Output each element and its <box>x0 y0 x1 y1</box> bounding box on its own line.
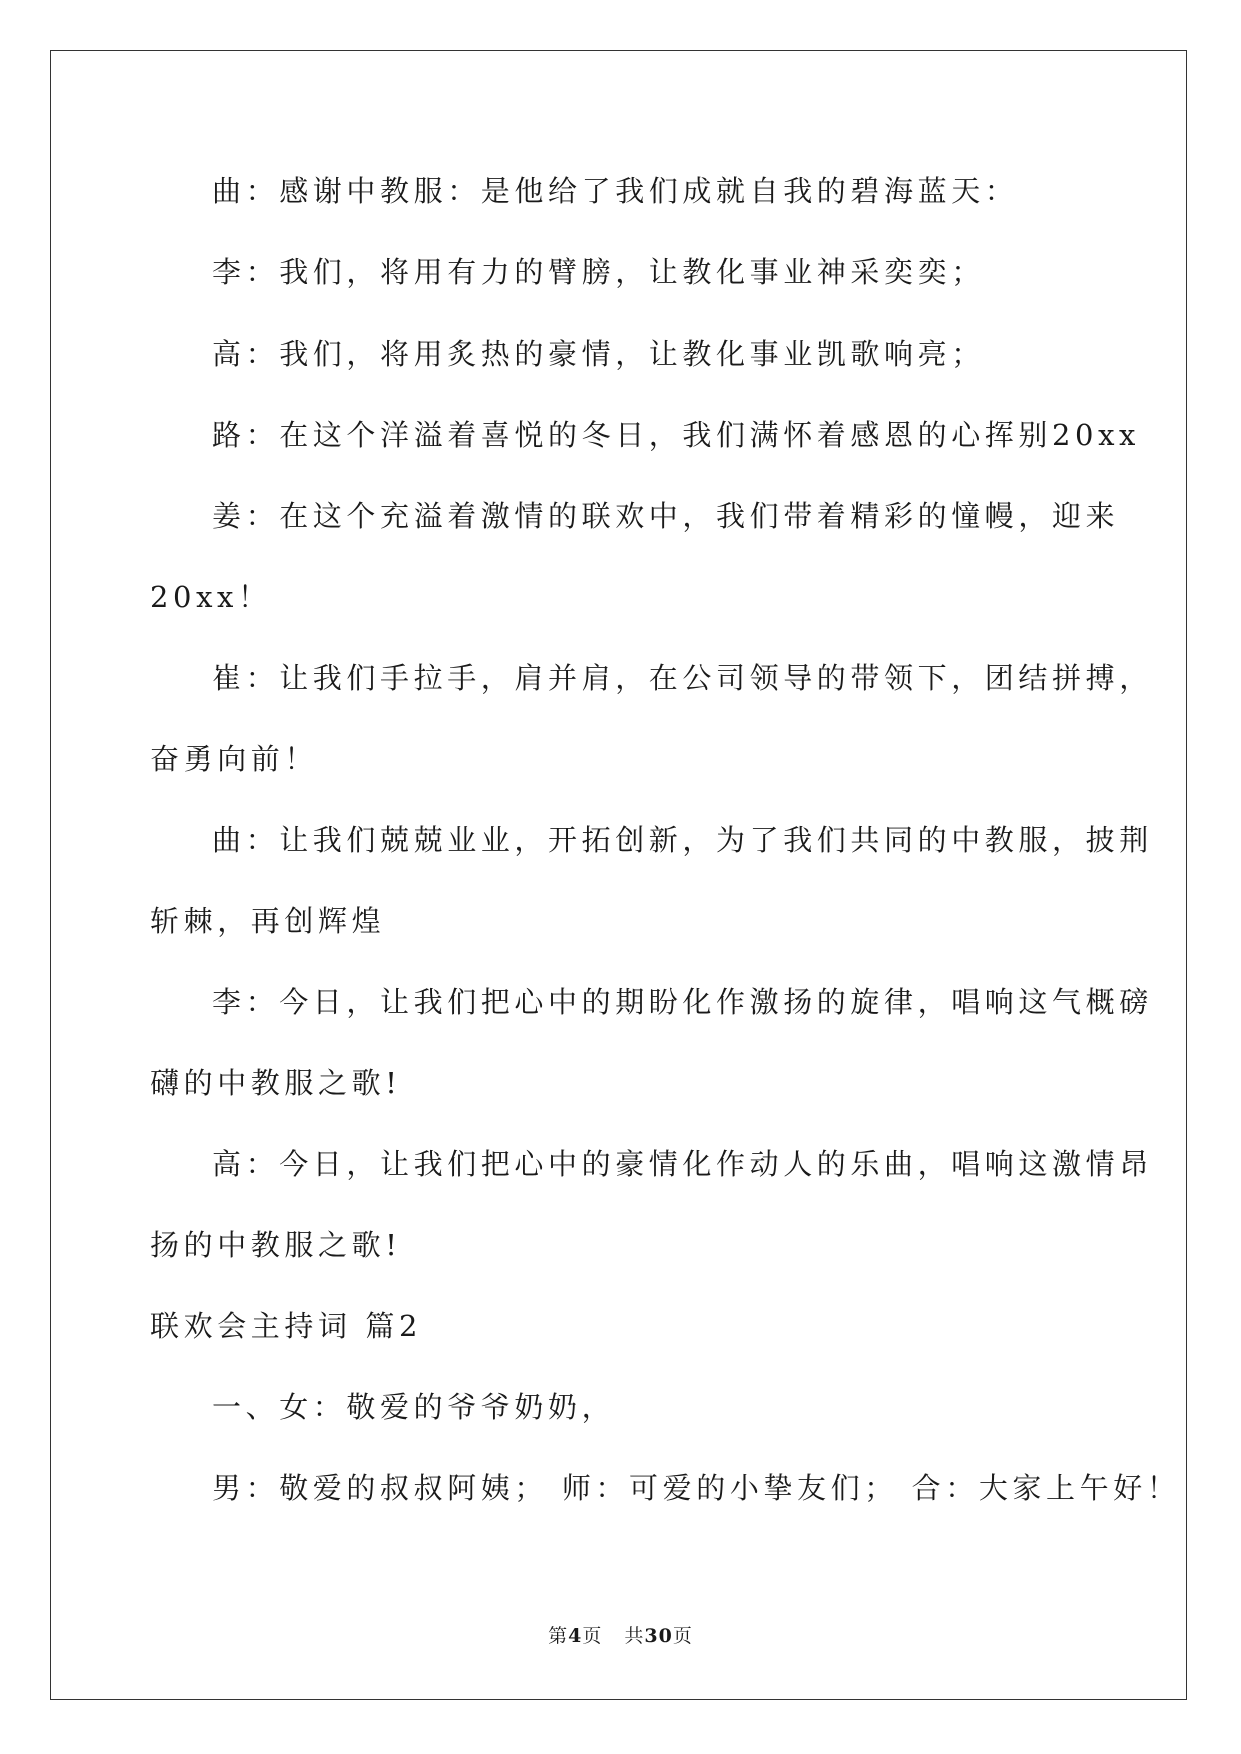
page-footer <box>0 1621 1241 1648</box>
dialogue-line-li-2-cont: 礴的中教服之歌! <box>150 1066 402 1100</box>
dialogue-line-gao-2: 高：今日，让我们把心中的豪情化作动人的乐曲，唱响这激情昂 <box>212 1147 1153 1181</box>
dialogue-line-cui: 崔：让我们手拉手，肩并肩，在公司领导的带领下，团结拼搏， <box>212 661 1153 695</box>
dialogue-line-nv: 一、女：敬爱的爷爷奶奶， <box>212 1390 616 1424</box>
footer-prefix: 第 <box>548 1625 569 1647</box>
dialogue-line-cui-cont: 奋勇向前！ <box>150 742 319 776</box>
dialogue-line-lu: 路：在这个洋溢着喜悦的冬日，我们满怀着感恩的心挥别20xx <box>212 418 1141 452</box>
dialogue-line-qu-1: 曲：感谢中教服：是他给了我们成就自我的碧海蓝天： <box>212 174 1019 208</box>
dialogue-line-jiang-cont: 20xx！ <box>150 580 272 614</box>
dialogue-line-li-2: 李：今日，让我们把心中的期盼化作激扬的旋律，唱响这气概磅 <box>212 985 1153 1019</box>
dialogue-line-jiang: 姜：在这个充溢着激情的联欢中，我们带着精彩的憧幔，迎来 <box>212 499 1120 533</box>
dialogue-line-qu-2: 曲：让我们兢兢业业，开拓创新，为了我们共同的中教服，披荆 <box>212 823 1153 857</box>
footer-page-suffix: 页 <box>582 1625 603 1647</box>
footer-total-prefix: 共 <box>624 1625 645 1647</box>
footer-total-pages: 30 <box>644 1625 673 1647</box>
dialogue-line-gao-2-cont: 扬的中教服之歌! <box>150 1228 402 1262</box>
footer-page-number: 4 <box>568 1625 583 1647</box>
dialogue-line-gao-1: 高：我们，将用炙热的豪情，让教化事业凯歌响亮； <box>212 337 985 371</box>
footer-total-suffix: 页 <box>672 1625 693 1647</box>
section-heading: 联欢会主持词 篇2 <box>150 1309 423 1343</box>
dialogue-line-nan: 男：敬爱的叔叔阿姨； 师：可爱的小挚友们； 合：大家上午好！ <box>212 1471 1181 1505</box>
page-border <box>50 50 1187 1700</box>
dialogue-line-qu-2-cont: 斩棘，再创辉煌 <box>150 904 386 938</box>
dialogue-line-li-1: 李：我们，将用有力的臂膀，让教化事业神采奕奕； <box>212 255 985 289</box>
